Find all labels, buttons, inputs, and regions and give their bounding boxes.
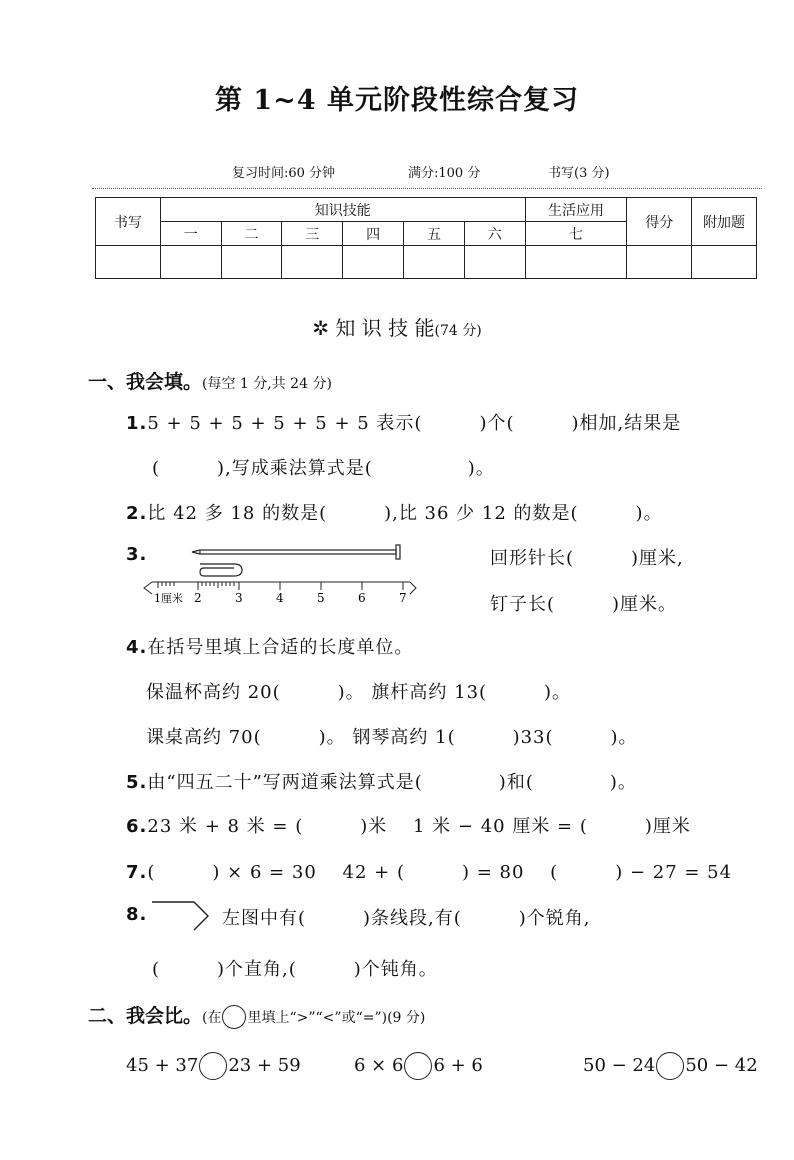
part-2-note-prefix: (在 <box>202 1010 222 1026</box>
writing-score: 书写(3 分) <box>548 166 610 181</box>
question-text: 23 米 + 8 米 = ( )米 1 米 − 40 厘米 = ( )厘米 <box>147 816 691 837</box>
part-2-heading <box>88 1001 425 1029</box>
question-number: 5. <box>126 772 148 793</box>
part-2-title: 二、我会比。 <box>88 1005 203 1027</box>
question-text: 在括号里填上合适的长度单位。 <box>147 637 414 658</box>
ruler-label: 4 <box>276 591 284 605</box>
header-writing: 书写 <box>96 198 161 246</box>
question-3-line-1: 回形针长( )厘米, <box>490 548 684 569</box>
score-cell[interactable] <box>221 246 282 279</box>
question-5 <box>126 768 637 794</box>
question-text: 比 42 多 18 的数是( ),比 36 少 12 的数是( )。 <box>147 503 663 524</box>
ruler-label: 7 <box>399 591 407 605</box>
full-score: 满分:100 分 <box>408 166 481 181</box>
compare-item-2 <box>354 1052 483 1080</box>
question-number: 7. <box>126 862 148 883</box>
ruler-label: 3 <box>235 591 243 605</box>
header-skills: 知识技能 <box>160 198 525 222</box>
compare-circle[interactable] <box>199 1052 227 1080</box>
question-number: 6. <box>126 816 148 837</box>
asterisk-icon: ✲ <box>312 316 330 340</box>
ruler-illustration <box>142 540 418 610</box>
question-8-number <box>126 904 147 925</box>
col-6: 六 <box>464 222 525 246</box>
score-cell[interactable] <box>525 246 627 279</box>
compare-item-3 <box>583 1052 758 1080</box>
header-life: 生活应用 <box>525 198 627 222</box>
question-text: 5 + 5 + 5 + 5 + 5 + 5 表示( )个( )相加,结果是 <box>147 413 682 434</box>
section-title: 知 识 技 能 <box>335 316 435 340</box>
question-4-line-2: 课桌高约 70( )。 钢琴高约 1( )33( )。 <box>146 727 638 748</box>
col-4: 四 <box>343 222 404 246</box>
question-7 <box>126 858 732 884</box>
score-cell[interactable] <box>692 246 757 279</box>
part-1-title: 一、我会填。 <box>88 371 203 393</box>
question-1-line-2: ( ),写成乘法算式是( )。 <box>152 458 495 479</box>
question-8-line-1: 左图中有( )条线段,有( )个锐角, <box>222 908 591 929</box>
score-cell[interactable] <box>160 246 221 279</box>
question-text: ( ) × 6 = 30 42 + ( ) = 80 ( ) − 27 = 54 <box>147 862 733 883</box>
score-table <box>95 197 757 279</box>
question-text: 由“四五二十”写两道乘法算式是( )和( )。 <box>147 772 637 793</box>
score-cell[interactable] <box>627 246 692 279</box>
question-8-line-2: ( )个直角,( )个钝角。 <box>152 959 438 980</box>
paper-clip-icon <box>200 564 242 576</box>
col-2: 二 <box>221 222 282 246</box>
question-number: 1. <box>126 413 148 434</box>
compare-right: 50 − 42 <box>685 1055 758 1076</box>
compare-circle[interactable] <box>404 1052 432 1080</box>
question-number: 8. <box>126 904 148 925</box>
compare-right: 6 + 6 <box>433 1055 483 1076</box>
part-1-note: (每空 1 分,共 24 分) <box>202 376 332 392</box>
part-2-note-suffix: 里填上“>”“<”或“=”)(9 分) <box>247 1010 426 1026</box>
ruler-label: 6 <box>358 591 366 605</box>
score-cell[interactable] <box>464 246 525 279</box>
ruler-label: 2 <box>194 591 202 605</box>
angle-figure <box>150 898 214 934</box>
score-cell[interactable] <box>343 246 404 279</box>
col-5: 五 <box>404 222 465 246</box>
dotted-divider <box>92 188 762 189</box>
col-7: 七 <box>525 222 627 246</box>
nail-icon <box>192 545 400 559</box>
question-2 <box>126 499 663 525</box>
compare-left: 45 + 37 <box>126 1055 199 1076</box>
answer-circle-icon <box>222 1005 246 1029</box>
compare-circle[interactable] <box>656 1052 684 1080</box>
compare-right: 23 + 59 <box>228 1055 301 1076</box>
header-bonus: 附加题 <box>692 198 757 246</box>
compare-left: 50 − 24 <box>583 1055 656 1076</box>
question-4-line-1: 保温杯高约 20( )。 旗杆高约 13( )。 <box>146 682 572 703</box>
part-1-heading <box>88 367 332 394</box>
col-1: 一 <box>160 222 221 246</box>
question-1-line-1 <box>126 409 681 435</box>
score-cell[interactable] <box>96 246 161 279</box>
ruler-label: 5 <box>317 591 325 605</box>
ruler-label: 1厘米 <box>154 592 183 605</box>
question-number: 4. <box>126 637 148 658</box>
review-time: 复习时间:60 分钟 <box>232 166 336 181</box>
question-number: 3. <box>126 544 148 565</box>
question-6 <box>126 812 691 838</box>
score-cell[interactable] <box>282 246 343 279</box>
compare-item-1 <box>126 1052 301 1080</box>
section-points: (74 分) <box>434 323 482 339</box>
header-score: 得分 <box>627 198 692 246</box>
col-3: 三 <box>282 222 343 246</box>
question-4 <box>126 633 413 659</box>
question-number: 2. <box>126 503 148 524</box>
question-3-line-2: 钉子长( )厘米。 <box>490 594 678 615</box>
page-title: 第 1~4 单元阶段性综合复习 <box>215 85 579 116</box>
score-cell[interactable] <box>404 246 465 279</box>
compare-left: 6 × 6 <box>354 1055 404 1076</box>
section-heading <box>0 312 794 341</box>
